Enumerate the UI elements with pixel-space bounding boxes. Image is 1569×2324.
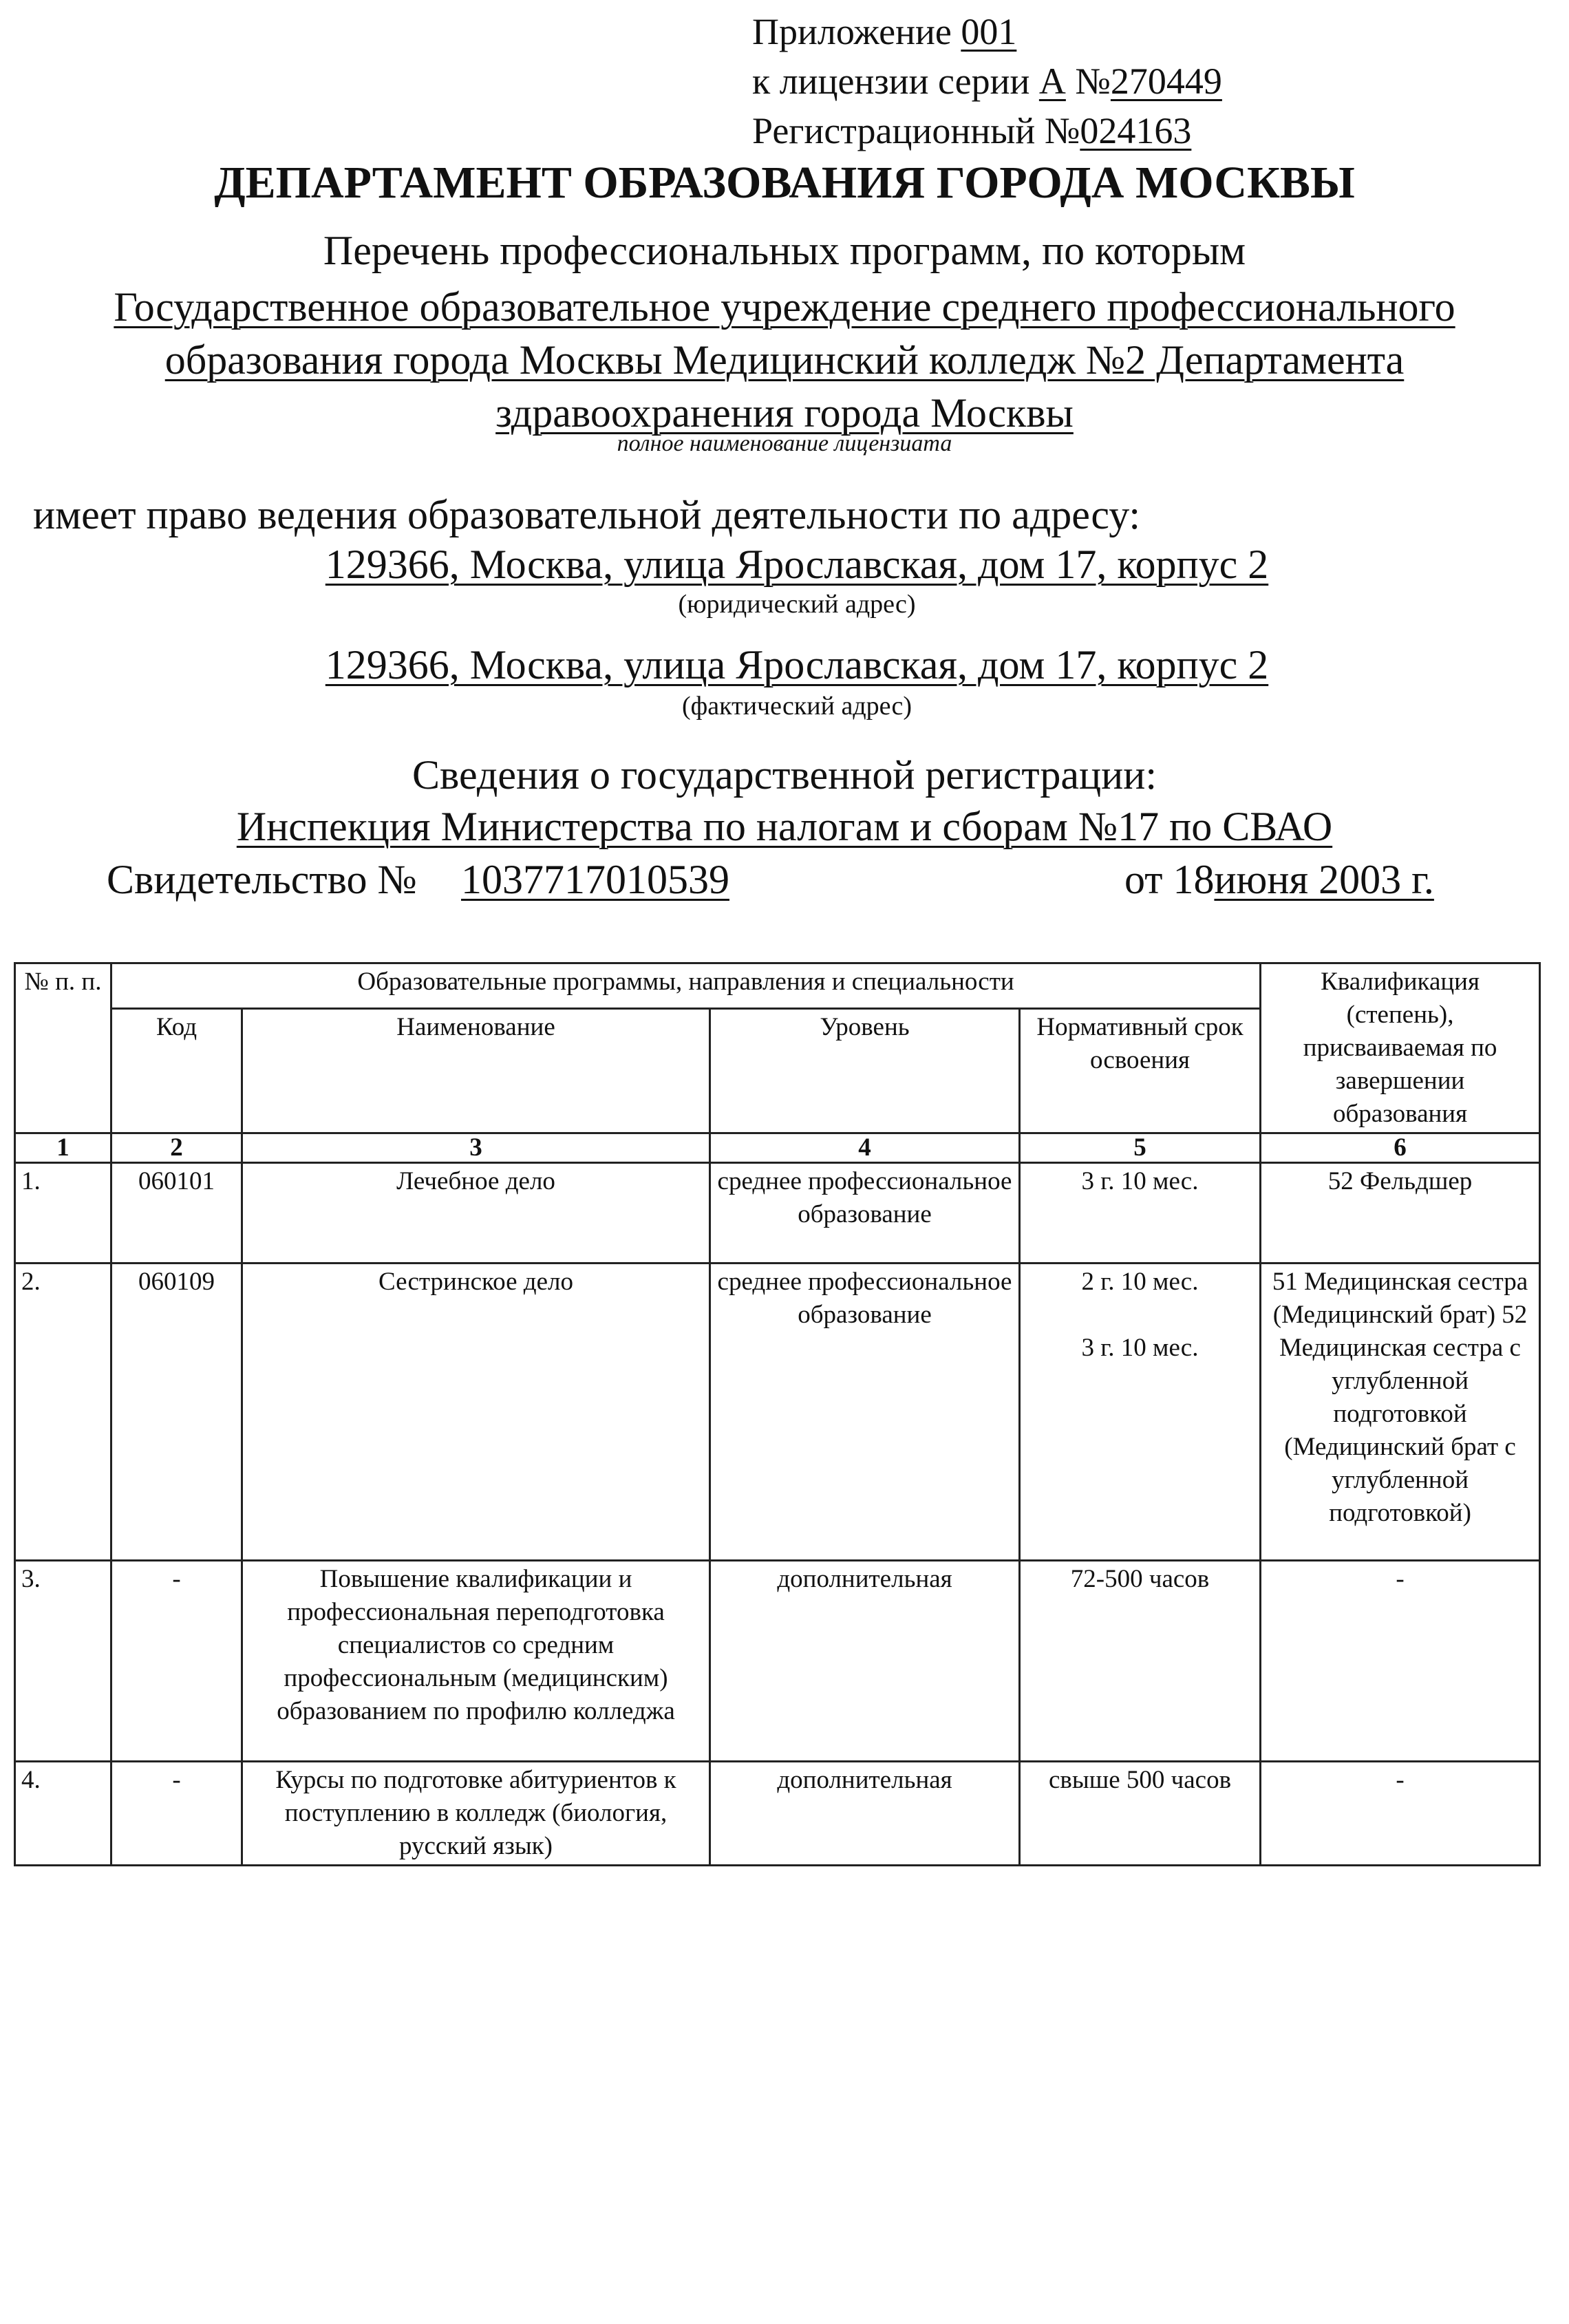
certificate-number-value: 1037717010539 xyxy=(461,857,729,902)
table-row xyxy=(15,1762,1540,1866)
licensee-name-line: образования города Москвы Медицинский колледж №2 Департамента xyxy=(164,337,1405,383)
legal-address-caption: (юридический адрес) xyxy=(678,590,916,619)
department-title: ДЕПАРТАМЕНТ ОБРАЗОВАНИЯ ГОРОДА МОСКВЫ xyxy=(214,158,1355,208)
appendix-block xyxy=(752,7,1222,156)
row-level: дополнительная xyxy=(710,1561,1020,1762)
header-code: Код xyxy=(111,1009,242,1133)
row-number: 2. xyxy=(15,1264,111,1561)
legal-address xyxy=(267,541,1327,588)
licensee-caption: полное наименование лицензиата xyxy=(617,431,952,456)
appendix-number: 001 xyxy=(961,11,1017,52)
programs-table xyxy=(14,962,1541,1866)
registration-number: 024163 xyxy=(1080,110,1192,151)
row-qualification: - xyxy=(1261,1762,1540,1866)
column-number: 2 xyxy=(111,1133,242,1163)
row-level: среднее профессиональное образование xyxy=(710,1264,1020,1561)
row-term-line: 3 г. 10 мес. xyxy=(1081,1334,1199,1362)
row-number: 3. xyxy=(15,1561,111,1762)
license-series-line xyxy=(752,56,1222,106)
row-term: 3 г. 10 мес. xyxy=(1020,1163,1261,1264)
row-name: Лечебное дело xyxy=(242,1163,710,1264)
certificate-label: Свидетельство № xyxy=(107,857,417,902)
licensee-name-line: Государственное образовательное учреждение среднего профессионального xyxy=(114,284,1455,330)
row-code: - xyxy=(111,1561,242,1762)
appendix-label: Приложение xyxy=(752,11,952,52)
licensee-name-line: здравоохранения города Москвы xyxy=(495,390,1074,436)
column-number: 6 xyxy=(1261,1133,1540,1163)
license-series-label: к лицензии серии xyxy=(752,61,1030,102)
row-qualification: 51 Медицинская сестра (Медицинский брат) 52 Медицинская сестра с углубленной подготовкой (Медицинский брат с углубленной подготовкой) xyxy=(1261,1264,1540,1561)
row-qualification: 52 Фельдшер xyxy=(1261,1163,1540,1264)
certificate-date-rest: июня 2003 г. xyxy=(1214,857,1434,902)
header-term: Нормативный срок освоения xyxy=(1020,1009,1261,1133)
row-term: 72-500 часов xyxy=(1020,1561,1261,1762)
row-name: Повышение квалификации и профессиональная переподготовка специалистов со средним профессиональным (медицинским) образованием по профилю колледжа xyxy=(242,1561,710,1762)
table-header-row xyxy=(15,963,1540,1009)
row-level: среднее профессиональное образование xyxy=(710,1163,1020,1264)
row-qualification: - xyxy=(1261,1561,1540,1762)
column-number-row xyxy=(15,1133,1540,1163)
registration-inspection-value: Инспекция Министерства по налогам и сборам №17 по СВАО xyxy=(236,804,1333,849)
row-name: Курсы по подготовке абитуриентов к поступлению в колледж (биология, русский язык) xyxy=(242,1762,710,1866)
actual-address xyxy=(267,641,1327,689)
registration-heading: Сведения о государственной регистрации: xyxy=(412,752,1157,798)
row-number: 1. xyxy=(15,1163,111,1264)
row-term xyxy=(1020,1264,1261,1561)
registration-inspection xyxy=(0,803,1569,851)
header-number: № п. п. xyxy=(15,963,111,1133)
license-number-sign: № xyxy=(1075,61,1111,102)
legal-address-value: 129366, Москва, улица Ярославская, дом 17, корпус 2 xyxy=(325,542,1269,587)
certificate-date-day: 18 xyxy=(1173,857,1215,902)
header-qualification: Квалификация (степень), присваиваемая по завершении образования xyxy=(1261,963,1540,1133)
actual-address-value: 129366, Москва, улица Ярославская, дом 17, корпус 2 xyxy=(325,642,1269,687)
table-row xyxy=(15,1561,1540,1762)
licensee-name xyxy=(28,281,1541,440)
appendix-line xyxy=(752,7,1222,56)
table-row xyxy=(15,1264,1540,1561)
certificate-number xyxy=(461,856,729,904)
certificate-date xyxy=(1124,856,1434,904)
row-term: свыше 500 часов xyxy=(1020,1762,1261,1866)
header-programs-group: Образовательные программы, направления и специальности xyxy=(111,963,1261,1009)
column-number: 4 xyxy=(710,1133,1020,1163)
row-level: дополнительная xyxy=(710,1762,1020,1866)
row-number: 4. xyxy=(15,1762,111,1866)
license-series: А xyxy=(1038,61,1066,102)
certificate-date-prefix: от xyxy=(1124,857,1163,902)
registration-number-line xyxy=(752,106,1222,156)
row-name: Сестринское дело xyxy=(242,1264,710,1561)
license-number: 270449 xyxy=(1110,61,1222,102)
column-number: 1 xyxy=(15,1133,111,1163)
activity-right-text: имеет право ведения образовательной деятельности по адресу: xyxy=(33,492,1141,537)
row-code: 060109 xyxy=(111,1264,242,1561)
registration-number-sign: № xyxy=(1044,110,1080,151)
registration-number-label: Регистрационный xyxy=(752,110,1036,151)
intro-text: Перечень профессиональных программ, по которым xyxy=(323,228,1246,273)
row-code: - xyxy=(111,1762,242,1866)
header-level: Уровень xyxy=(710,1009,1020,1133)
column-number: 5 xyxy=(1020,1133,1261,1163)
column-number: 3 xyxy=(242,1133,710,1163)
table-row xyxy=(15,1163,1540,1264)
actual-address-caption: (фактический адрес) xyxy=(681,692,912,721)
header-name: Наименование xyxy=(242,1009,710,1133)
row-code: 060101 xyxy=(111,1163,242,1264)
row-term-line: 2 г. 10 мес. xyxy=(1081,1268,1199,1296)
